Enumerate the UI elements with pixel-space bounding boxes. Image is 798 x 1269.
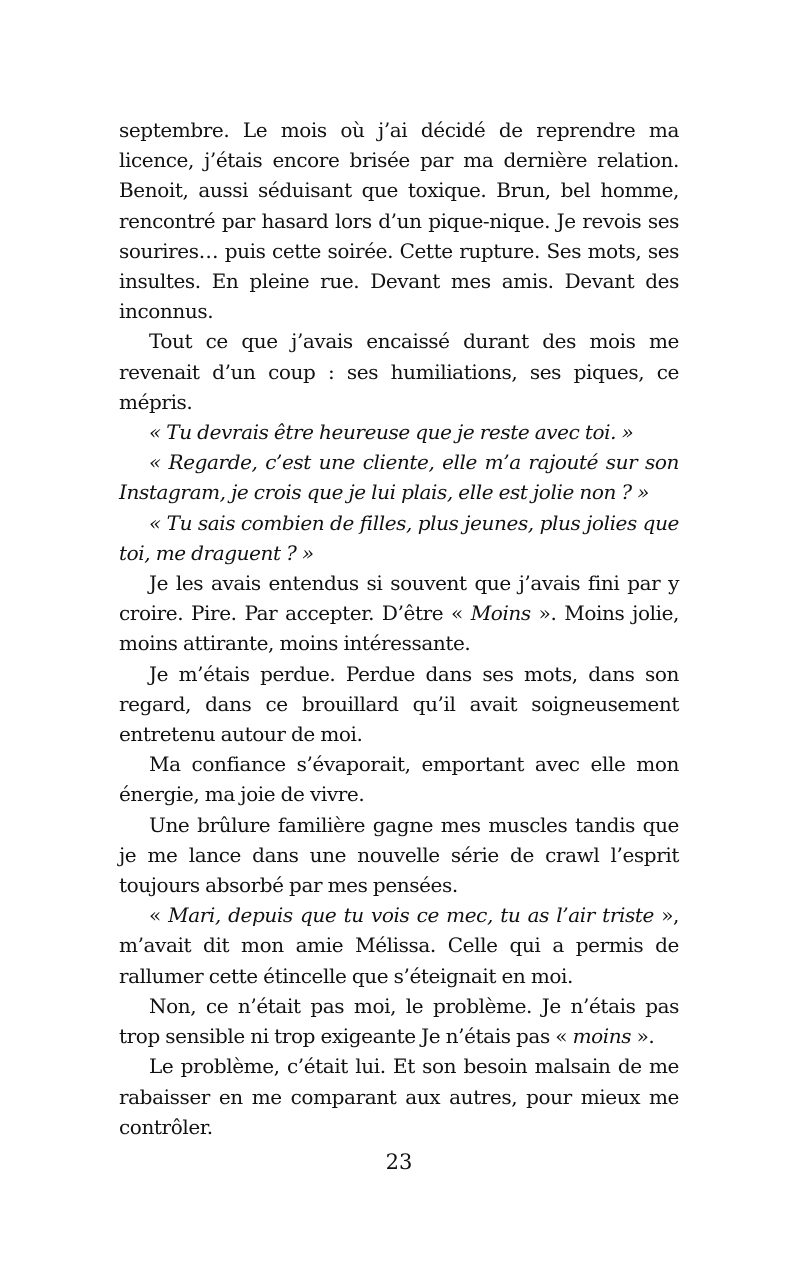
quoted-paragraph — [119, 508, 679, 568]
paragraph-text: Ma confiance s’évaporait, emportant avec elle mon énergie, ma joie de vivre. — [119, 752, 679, 807]
paragraph-text: Tout ce que j’avais encaissé durant des mois me revenait d’un coup : ses humiliations, ses piques, ce mépris. — [119, 329, 679, 414]
paragraph — [119, 659, 679, 750]
paragraph-text: ». — [631, 1024, 655, 1049]
paragraph — [119, 749, 679, 809]
quote-text: « Tu devrais être heureuse que je reste avec toi. » — [149, 420, 634, 445]
emphasized-text: Moins — [470, 601, 531, 626]
paragraph — [119, 326, 679, 417]
quote-text: « Regarde, c’est une cliente, elle m’a rajouté sur son Instagram, je crois que je lui plais, elle est jolie non ? » — [119, 450, 679, 505]
paragraph — [119, 991, 679, 1051]
paragraph-text: », m’avait dit mon amie Mélissa. Celle qui a permis de rallumer cette étincelle que s’éteignait en moi. — [119, 903, 679, 988]
paragraph-text: Le problème, c’était lui. Et son besoin malsain de me rabaisser en me comparant aux autres, pour mieux me contrôler. — [119, 1054, 679, 1139]
paragraph-text: Je m’étais perdue. Perdue dans ses mots, dans son regard, dans ce brouillard qu’il avait soigneusement entretenu autour de moi. — [119, 661, 679, 747]
paragraph — [119, 900, 679, 991]
paragraph-text: Je les avais entendus si souvent que j’avais fini par y croire. Pire. Par accepter. D’être « — [119, 571, 679, 626]
emphasized-text: moins — [572, 1024, 632, 1049]
emphasized-text: Mari, depuis que tu vois ce mec, tu as l’air triste — [168, 903, 654, 928]
paragraph — [119, 568, 679, 659]
paragraph-text: Non, ce n’était pas moi, le problème. Je n’étais pas trop sensible ni trop exigeante Je n’étais pas « — [119, 993, 679, 1049]
quoted-paragraph — [119, 417, 679, 447]
quoted-paragraph — [119, 447, 679, 507]
paragraph-text: septembre. Le mois où j’ai décidé de reprendre ma licence, j’étais encore brisée par ma dernière relation. Benoit, aussi séduisant que toxique. Brun, bel homme, rencontré par hasard lors d’un pique-nique. Je revois ses sourires… puis cette soirée. Cette rupture. Ses mots, ses insultes. En pleine rue. Devant mes amis. Devant des inconnus. — [119, 118, 679, 324]
paragraph-text: ». Moins jolie, moins attirante, moins intéressante. — [119, 601, 679, 656]
paragraph — [119, 115, 679, 326]
book-page-body — [119, 115, 679, 1142]
paragraph — [119, 810, 679, 901]
paragraph-text: Une brûlure familière gagne mes muscles tandis que je me lance dans une nouvelle série de crawl l’esprit toujours absorbé par mes pensées. — [119, 812, 679, 898]
quote-text: « Tu sais combien de filles, plus jeunes, plus jolies que toi, me draguent ? » — [119, 510, 679, 565]
page-number: 23 — [385, 1150, 413, 1174]
paragraph-text: « — [149, 903, 169, 928]
paragraph — [119, 1051, 679, 1142]
